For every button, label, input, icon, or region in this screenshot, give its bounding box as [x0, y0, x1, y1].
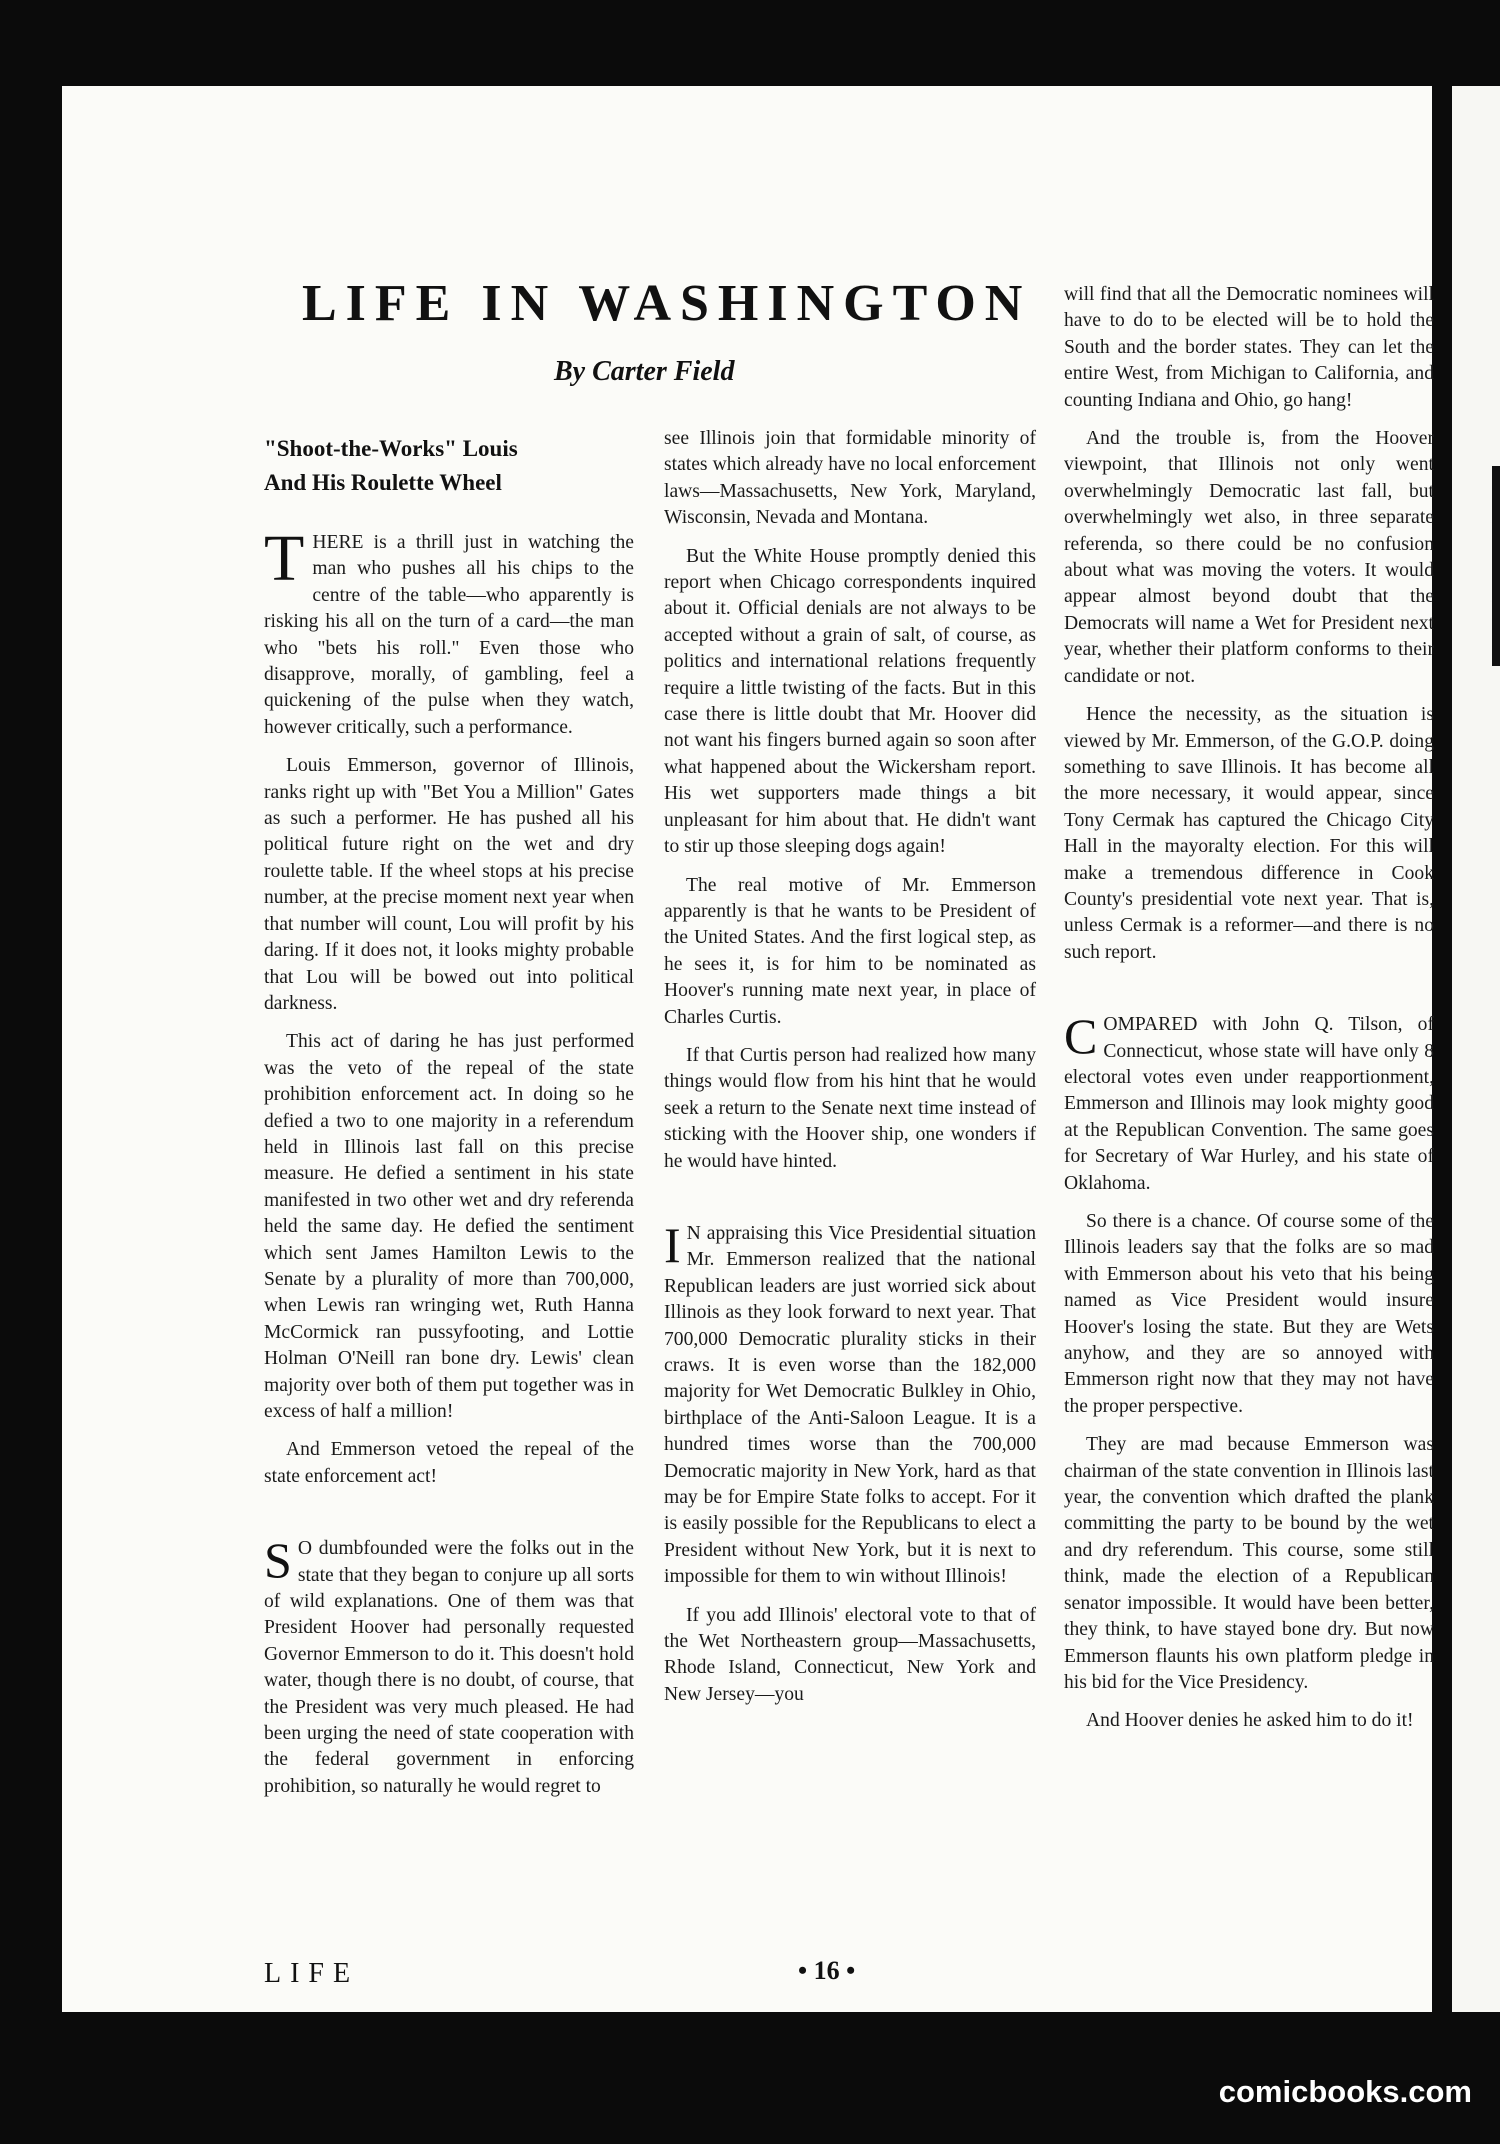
- paragraph: will find that all the Democratic nominees will have to do to be elected will be to hold the South and the border states. They can let the entire West, from Michigan to California, and counting Indiana and Ohio, go hang!: [1064, 284, 1434, 411]
- adjacent-page-mark: [1492, 466, 1500, 666]
- drop-cap: I: [664, 1216, 681, 1273]
- drop-cap: T: [264, 522, 305, 595]
- paragraph: Louis Emmerson, governor of Illinois, ranks right up with "Bet You a Million" Gates as such a performer. He has pushed all his political future right on the wet and dry roulette table. If the wheel stops at his precise number, at the precise moment next year when that number will count, Lou will profit by his daring. If it does not, it looks mighty probable that Lou will be bowed out into political darkness.: [264, 755, 634, 1014]
- article-byline: By Carter Field: [554, 356, 735, 387]
- article-title: LIFE IN WASHINGTON: [302, 275, 1032, 332]
- subhead-line-1: "Shoot-the-Works" Louis: [264, 436, 518, 461]
- footer-magazine-name: LIFE: [264, 1958, 360, 1989]
- paragraph: And the trouble is, from the Hoover viewpoint, that Illinois not only went overwhelmingly Democratic last fall, but overwhelmingly wet also, in three separate referenda, so there could be no confusion about what was moving the voters. It would appear almost beyond doubt that the Democrats will name a Wet for President next year, whether their platform conforms to their candidate or not.: [1064, 428, 1434, 687]
- paragraph: And Emmerson vetoed the repeal of the state enforcement act!: [264, 1439, 634, 1487]
- drop-cap: S: [264, 1532, 292, 1589]
- paragraph: If you add Illinois' electoral vote to that of the Wet Northeastern group—Massachusetts, Rhode Island, Connecticut, New York and New Jersey—you: [664, 1604, 1036, 1705]
- magazine-page: [62, 86, 1432, 2012]
- paragraph: This act of daring he has just performed was the veto of the repeal of the state prohibition enforcement act. In doing so he defied a two to one majority in a referendum held in Illinois last fall on this precise measure. He defied a sentiment in his state manifested in two other wet and dry referenda held the same day. He defied the sentiment which sent James Hamilton Lewis to the Senate by a plurality of more than 700,000, when Lewis ran wringing wet, Ruth Hanna McCormick ran pussyfooting, and Lottie Holman O'Neill ran bone dry. Lewis' clean majority over both of them put together was in excess of half a million!: [264, 1031, 634, 1422]
- paragraph: But the White House promptly denied this report when Chicago correspondents inquired about it. Official denials are not always to be accepted without a grain of salt, of course, as politics and international relations frequently require a little twisting of the facts. But in this case there is little doubt that Mr. Hoover did not want his fingers burned again so soon after what happened about the Wickersham report. His wet supporters made things a bit unpleasant for him about that. He didn't want to stir up those sleeping dogs again!: [664, 545, 1036, 858]
- paragraph: So there is a chance. Of course some of the Illinois leaders say that the folks are so mad with Emmerson about his veto that his being named as Vice President would insure Hoover's losing the state. But they are Wets anyhow, and they are so annoyed with Emmerson right now that they may not have the proper perspective.: [1064, 1211, 1434, 1417]
- text-column-1: [264, 432, 634, 1812]
- adjacent-page-edge: [1452, 86, 1500, 2012]
- paragraph: Hence the necessity, as the situation is viewed by Mr. Emmerson, of the G.O.P. doing something to save Illinois. It has become all the more necessary, it would appear, since Tony Cermak has captured the Chicago City Hall in the mayoralty election. For this will make a tremendous difference in Cook County's presidential vote next year. That is, unless Cermak is a reformer—and there is no such report.: [1064, 704, 1434, 963]
- paragraph: I N appraising this Vice Presidential situation Mr. Emmerson realized that the national Republican leaders are just worried sick about Illinois as they look forward to next year. That 700,000 Democratic plurality sticks in their craws. It is even worse than the 182,000 majority for Wet Democratic Bulkley in Ohio, birthplace of the Anti-Saloon League. It is a hundred times worse than the 700,000 Democratic majority in New York, hard as that may be for Empire State folks to accept. For it is easily possible for the Republicans to elect a President without New York, but it is next to impossible for them to win without Illinois!: [664, 1216, 1036, 1588]
- subhead-line-2: And His Roulette Wheel: [264, 470, 502, 495]
- paragraph: The real motive of Mr. Emmerson apparently is that he wants to be President of the United States. And the first logical step, as he sees it, is for him to be nominated as Hoover's running mate next year, in place of Charles Curtis.: [664, 874, 1036, 1028]
- page-number: • 16 •: [798, 1956, 856, 1985]
- paragraph: COMPARED with John Q. Tilson, of Connecticut, whose state will have only 8 electoral votes even under reapportionment, Emmerson and Illinois may look mighty good at the Republican Convention. The same goes for Secretary of War Hurley, and his state of Oklahoma.: [1064, 1008, 1434, 1194]
- paragraph: They are mad because Emmerson was chairman of the state convention in Illinois last year, the convention which drafted the plank committing the party to be bound by the wet and dry referendum. This course, some still think, made the election of a Republican senator impossible. It would have been better, they think, to have stayed bone dry. But now Emmerson flaunts his own platform pledge in his bid for the Vice Presidency.: [1064, 1434, 1434, 1693]
- watermark: comicbooks.com: [1218, 2074, 1472, 2109]
- paragraph: S O dumbfounded were the folks out in the state that they began to conjure up all sorts of wild explanations. One of them was that President Hoover had personally requested Governor Emmerson to do it. This doesn't hold water, though there is no doubt, of course, that the President was very much pleased. He had been urging the need of state cooperation with the federal government in enforcing prohibition, so naturally he would regret to: [264, 1532, 634, 1797]
- paragraph: see Illinois join that formidable minority of states which already have no local enforcement laws—Massachusetts, New York, Maryland, Wisconsin, Nevada and Montana.: [664, 428, 1036, 529]
- text-column-3: [1064, 282, 1434, 1747]
- paragraph: And Hoover denies he asked him to do it!: [1086, 1710, 1414, 1732]
- text-column-2: [664, 426, 1036, 1720]
- paragraph: If that Curtis person had realized how many things would flow from his hint that he would seek a return to the Senate next time instead of sticking with the Hoover ship, one wonders if he would have hinted.: [664, 1044, 1036, 1172]
- section-subhead: [264, 432, 634, 500]
- drop-cap: C: [1064, 1008, 1098, 1065]
- paragraph: THERE is a thrill just in watching the man who pushes all his chips to the centre of the table—who apparently is risking his all on the turn of a card—the man who "bets his roll." Even those who disapprove, morally, of gambling, feel a quickening of the pulse when they watch, however critically, such a performance.: [264, 522, 634, 738]
